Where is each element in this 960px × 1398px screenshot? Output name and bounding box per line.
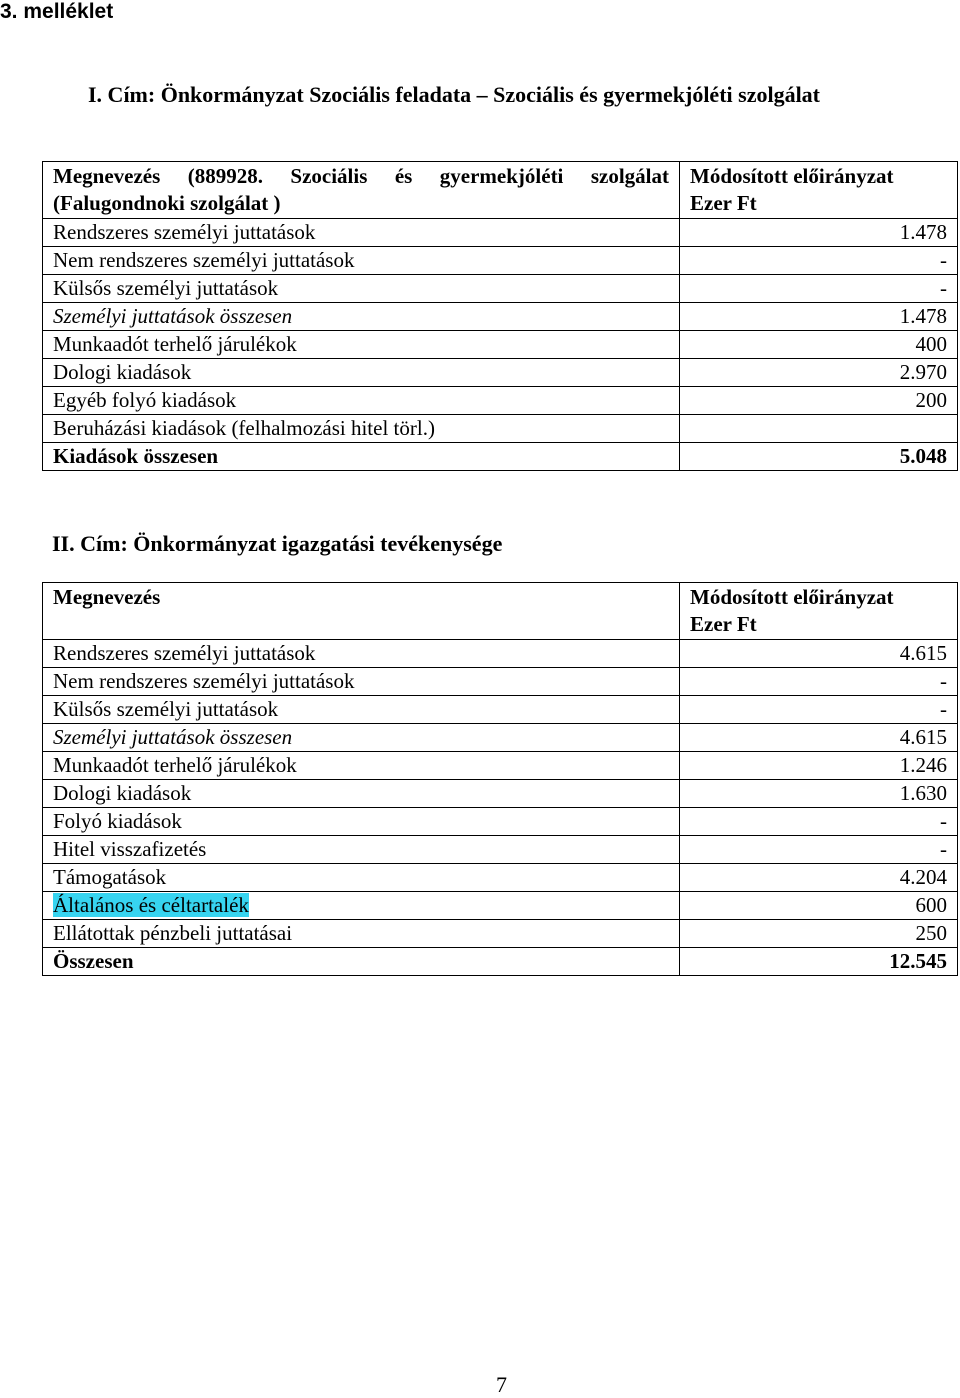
column-header-amount-line2: Ezer Ft xyxy=(690,612,757,636)
row-value: 400 xyxy=(680,331,958,359)
row-value: 4.204 xyxy=(680,864,958,892)
row-value: - xyxy=(680,836,958,864)
row-value: 4.615 xyxy=(680,724,958,752)
row-value: 2.970 xyxy=(680,359,958,387)
table-row xyxy=(43,780,958,808)
row-label: Külsős személyi juttatások xyxy=(43,696,680,724)
row-label: Egyéb folyó kiadások xyxy=(43,387,680,415)
row-value: 4.615 xyxy=(680,640,958,668)
column-header-name: Megnevezés (889928. Szociális és gyermekjóléti szolgálat (Falugondnoki szolgálat ) xyxy=(43,162,680,219)
section1-heading: I. Cím: Önkormányzat Szociális feladata – Szociális és gyermekjóléti szolgálat xyxy=(88,82,821,107)
row-value: - xyxy=(680,808,958,836)
column-header-amount-line1: Módosított előirányzat xyxy=(690,585,894,609)
column-header-amount xyxy=(680,583,958,640)
row-value: - xyxy=(680,247,958,275)
table-header-row xyxy=(43,583,958,640)
table-row xyxy=(43,331,958,359)
table-row xyxy=(43,640,958,668)
subtotal-row xyxy=(43,724,958,752)
row-label: Támogatások xyxy=(43,864,680,892)
table-row xyxy=(43,836,958,864)
table-row xyxy=(43,668,958,696)
table-row xyxy=(43,752,958,780)
highlighted-text: Általános és céltartalék xyxy=(53,893,249,917)
column-header-name: Megnevezés xyxy=(43,583,680,640)
page-number: 7 xyxy=(496,1372,507,1397)
row-label: Személyi juttatások összesen xyxy=(43,724,680,752)
row-value: 200 xyxy=(680,387,958,415)
table-row xyxy=(43,359,958,387)
table-row xyxy=(43,275,958,303)
row-label xyxy=(43,892,680,920)
table-row xyxy=(43,219,958,247)
row-label: Munkaadót terhelő járulékok xyxy=(43,752,680,780)
column-header-amount xyxy=(680,162,958,219)
row-label: Rendszeres személyi juttatások xyxy=(43,219,680,247)
row-label: Nem rendszeres személyi juttatások xyxy=(43,247,680,275)
row-value: 5.048 xyxy=(680,443,958,471)
row-label: Személyi juttatások összesen xyxy=(43,303,680,331)
total-row xyxy=(43,443,958,471)
table-row xyxy=(43,808,958,836)
table-row xyxy=(43,696,958,724)
row-value: 12.545 xyxy=(680,948,958,976)
annex-label: 3. melléklet xyxy=(0,0,114,23)
table-row xyxy=(43,247,958,275)
row-value: 1.478 xyxy=(680,219,958,247)
row-value: 1.630 xyxy=(680,780,958,808)
table-header-row xyxy=(43,162,958,219)
row-label: Ellátottak pénzbeli juttatásai xyxy=(43,920,680,948)
row-value: 1.478 xyxy=(680,303,958,331)
row-value: - xyxy=(680,696,958,724)
row-value: - xyxy=(680,275,958,303)
table-row xyxy=(43,920,958,948)
section2-heading: II. Cím: Önkormányzat igazgatási tevékenysége xyxy=(52,531,503,556)
row-value xyxy=(680,415,958,443)
row-label: Kiadások összesen xyxy=(43,443,680,471)
row-label: Munkaadót terhelő járulékok xyxy=(43,331,680,359)
table-row xyxy=(43,892,958,920)
table-row xyxy=(43,387,958,415)
column-header-amount-line1: Módosított előirányzat xyxy=(690,164,894,188)
section2-table xyxy=(42,582,958,976)
subtotal-row xyxy=(43,303,958,331)
row-label: Beruházási kiadások (felhalmozási hitel törl.) xyxy=(43,415,680,443)
row-label: Külsős személyi juttatások xyxy=(43,275,680,303)
table-row xyxy=(43,864,958,892)
row-value: 250 xyxy=(680,920,958,948)
row-label: Rendszeres személyi juttatások xyxy=(43,640,680,668)
row-label: Hitel visszafizetés xyxy=(43,836,680,864)
row-value: - xyxy=(680,668,958,696)
row-label: Dologi kiadások xyxy=(43,359,680,387)
section1-table xyxy=(42,161,958,471)
row-value: 1.246 xyxy=(680,752,958,780)
row-value: 600 xyxy=(680,892,958,920)
table-row xyxy=(43,415,958,443)
row-label: Nem rendszeres személyi juttatások xyxy=(43,668,680,696)
column-header-amount-line2: Ezer Ft xyxy=(690,191,757,215)
row-label: Összesen xyxy=(43,948,680,976)
row-label: Dologi kiadások xyxy=(43,780,680,808)
total-row xyxy=(43,948,958,976)
row-label: Folyó kiadások xyxy=(43,808,680,836)
